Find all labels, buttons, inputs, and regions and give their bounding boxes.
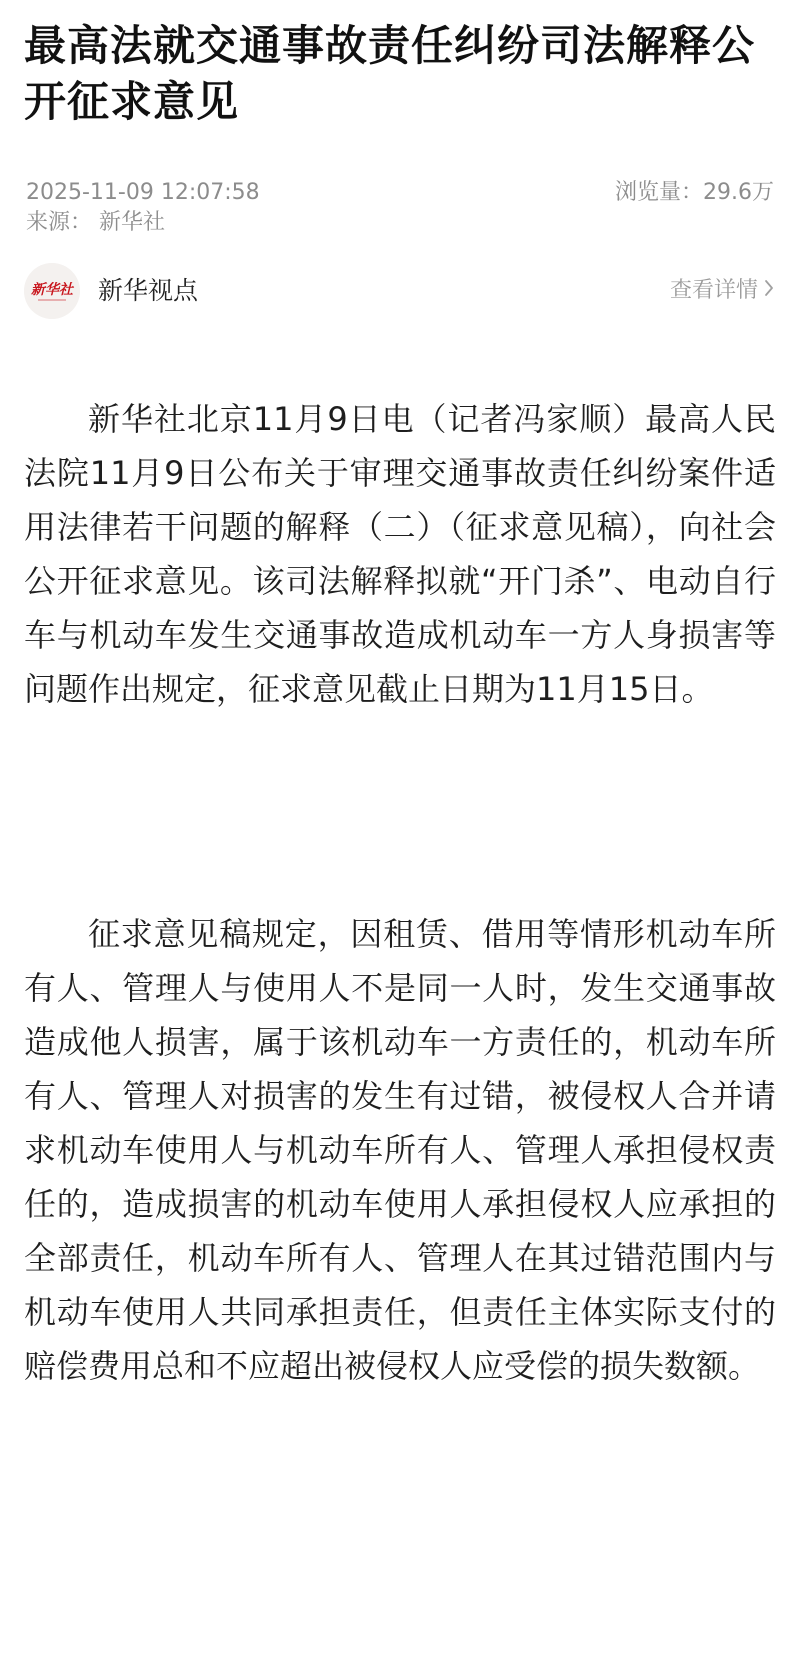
account-bar[interactable] (24, 263, 774, 319)
publish-datetime: 2025-11-09 12:07:58 (26, 180, 260, 205)
account-name[interactable]: 新华视点 (98, 276, 199, 305)
view-details-link[interactable] (670, 275, 774, 307)
article-source: 来源： 新华社 (26, 210, 165, 235)
view-count: 浏览量：29.6万 (615, 180, 774, 205)
article-paragraph: 征求意见稿规定，因租赁、借用等情形机动车所有人、管理人与使用人不是同一人时，发生交通事故造成他人损害，属于该机动车一方责任的，机动车所有人、管理人对损害的发生有过错，被侵权人合并请求机动车使用人与机动车所有人、管理人承担侵权责任的，造成损害的机动车使用人承担侵权人应承担的全部责任，机动车所有人、管理人在其过错范围内与机动车使用人共同承担责任，但责任主体实际支付的赔偿费用总和不应超出被侵权人应受偿的损失数额。 (24, 915, 776, 1385)
chevron-right-icon (764, 275, 774, 307)
source-row (26, 208, 774, 238)
article-title: 最高法就交通事故责任纠纷司法解释公开征求意见 (24, 21, 756, 126)
xinhua-logo-icon[interactable] (24, 263, 80, 319)
view-details-label: 查看详情 (669, 278, 758, 303)
article-paragraph: 新华社北京11月9日电（记者冯家顺）最高人民法院11月9日公布关于审理交通事故责任纠纷案件适用法律若干问题的解释（二）（征求意见稿），向社会公开征求意见。该司法解释拟就“开门杀”、电动自行车与机动车发生交通事故造成机动车一方人身损害等问题作出规定，征求意见截止日期为11月15日。 (24, 400, 776, 708)
meta-row (26, 178, 774, 208)
logo-text: 新华社 (31, 282, 73, 298)
